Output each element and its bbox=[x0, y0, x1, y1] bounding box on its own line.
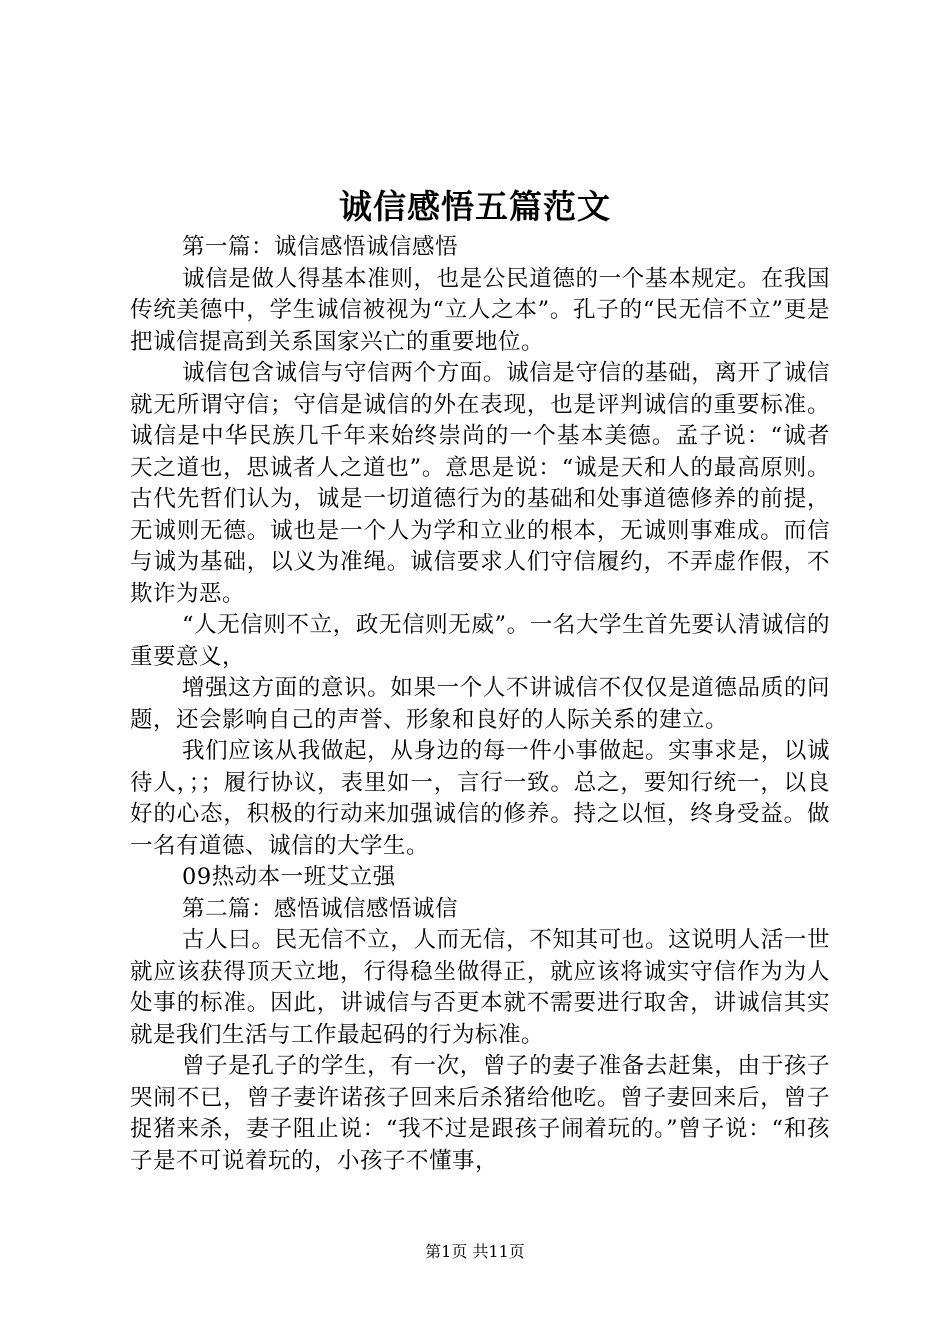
paragraph: 诚信是做人得基本准则，也是公民道德的一个基本规定。在我国传统美德中，学生诚信被视为“立人之本”。孔子的“民无信不立”更是把诚信提高到关系国家兴亡的重要地位。 bbox=[130, 265, 830, 355]
section-heading-2: 第二篇：感悟诚信感悟诚信 bbox=[182, 895, 459, 922]
document-body bbox=[130, 232, 830, 1177]
page-number-footer: 第1页 共11页 bbox=[425, 1242, 525, 1261]
paragraph: 诚信包含诚信与守信两个方面。诚信是守信的基础，离开了诚信就无所谓守信；守信是诚信的外在表现，也是评判诚信的重要标准。诚信是中华民族几千年来始终崇尚的一个基本美德。孟子说：“诚者天之道也，思诚者人之道也”。意思是说：“诚是天和人的最高原则。古代先哲们认为，诚是一切道德行为的基础和处事道德修养的前提，无诚则无德。诚也是一个人为学和立业的根本，无诚则事难成。而信与诚为基础，以义为准绳。诚信要求人们守信履约，不弄虚作假，不欺诈为恶。 bbox=[130, 360, 830, 607]
paragraph: 增强这方面的意识。如果一个人不讲诚信不仅仅是道德品质的问题，还会影响自己的声誉、形象和良好的人际关系的建立。 bbox=[130, 675, 830, 733]
paragraph: 我们应该从我做起，从身边的每一件小事做起。实事求是，以诚待人，；；履行协议，表里如一，言行一致。总之，要知行统一，以良好的心态，积极的行动来加强诚信的修养。持之以恒，终身受益。做一名有道德、诚信的大学生。 bbox=[130, 738, 830, 859]
paragraph: 曾子是孔子的学生，有一次，曾子的妻子准备去赶集，由于孩子哭闹不已，曾子妻许诺孩子回来后杀猪给他吃。曾子妻回来后，曾子捉猪来杀，妻子阻止说：“我不过是跟孩子闹着玩的。”曾子说：“和孩子是不可说着玩的，小孩子不懂事， bbox=[130, 1053, 830, 1174]
section-heading-1: 第一篇：诚信感悟诚信感悟 bbox=[182, 234, 459, 260]
paragraph: “人无信则不立，政无信则无威”。一名大学生首先要认清诚信的重要意义， bbox=[130, 612, 830, 670]
author-signature: 09热动本一班艾立强 bbox=[182, 864, 396, 890]
paragraph: 古人曰。民无信不立，人而无信，不知其可也。这说明人活一世就应该获得顶天立地，行得稳坐做得正，就应该将诚实守信作为为人处事的标准。因此，讲诚信与否更本就不需要进行取舍，讲诚信其实就是我们生活与工作最起码的行为标准。 bbox=[130, 927, 830, 1048]
document-title: 诚信感悟五篇范文 bbox=[339, 187, 611, 226]
